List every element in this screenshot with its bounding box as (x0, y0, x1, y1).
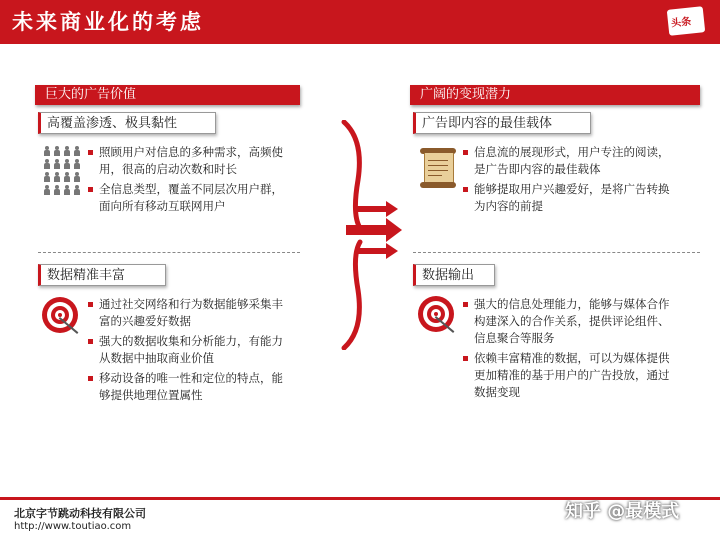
bullet-item: 通过社交网络和行为数据能够采集丰富的兴趣爱好数据 (87, 296, 292, 330)
left-data-bullets (87, 296, 292, 407)
company-name: 北京字节跳动科技有限公司 (14, 507, 146, 520)
bullet-item: 依赖丰富精准的数据，可以为媒体提供更加精准的基于用户的广告投放，通过数据变现 (462, 350, 674, 401)
bullet-item: 照顾用户对信息的多种需求，高频使用，很高的启动次数和时长 (87, 144, 287, 178)
bullet-item: 移动设备的唯一性和定位的特点，能够提供地理位置属性 (87, 370, 292, 404)
right-section-header: 广阔的变现潜力 (410, 85, 700, 105)
bullet-item: 全信息类型，覆盖不同层次用户群，面向所有移动互联网用户 (87, 181, 287, 215)
left-tab-coverage: 高覆盖渗透、极具黏性 (38, 112, 216, 134)
target-icon (418, 296, 458, 336)
people-group-icon (44, 146, 84, 196)
page-title: 未来商业化的考虑 (12, 9, 204, 34)
bullet-item: 强大的数据收集和分析能力，有能力从数据中抽取商业价值 (87, 333, 292, 367)
left-section-header: 巨大的广告价值 (35, 85, 300, 105)
left-tab-data: 数据精准丰富 (38, 264, 166, 286)
bullet-item: 信息流的展现形式，用户专注的阅读，是广告即内容的最佳载体 (462, 144, 672, 178)
watermark: 知乎 @最模式 (565, 501, 680, 522)
right-data-output-bullets (462, 296, 674, 404)
right-tab-data-output: 数据输出 (413, 264, 495, 286)
right-carrier-bullets (462, 144, 672, 218)
toutiao-logo (667, 6, 706, 36)
bullet-item: 强大的信息处理能力，能够与媒体合作构建深入的合作关系，提供评论组件、信息聚合等服务 (462, 296, 674, 347)
scroll-icon (420, 148, 456, 188)
divider (38, 252, 300, 253)
merge-arrows-graphic (330, 120, 410, 350)
target-icon (42, 297, 82, 337)
right-tab-carrier: 广告即内容的最佳载体 (413, 112, 591, 134)
logo-text: 头条 (670, 16, 692, 30)
bullet-item: 能够提取用户兴趣爱好，是将广告转换为内容的前提 (462, 181, 672, 215)
divider (413, 252, 700, 253)
website-url: http://www.toutiao.com (14, 521, 132, 532)
left-coverage-bullets (87, 144, 287, 218)
